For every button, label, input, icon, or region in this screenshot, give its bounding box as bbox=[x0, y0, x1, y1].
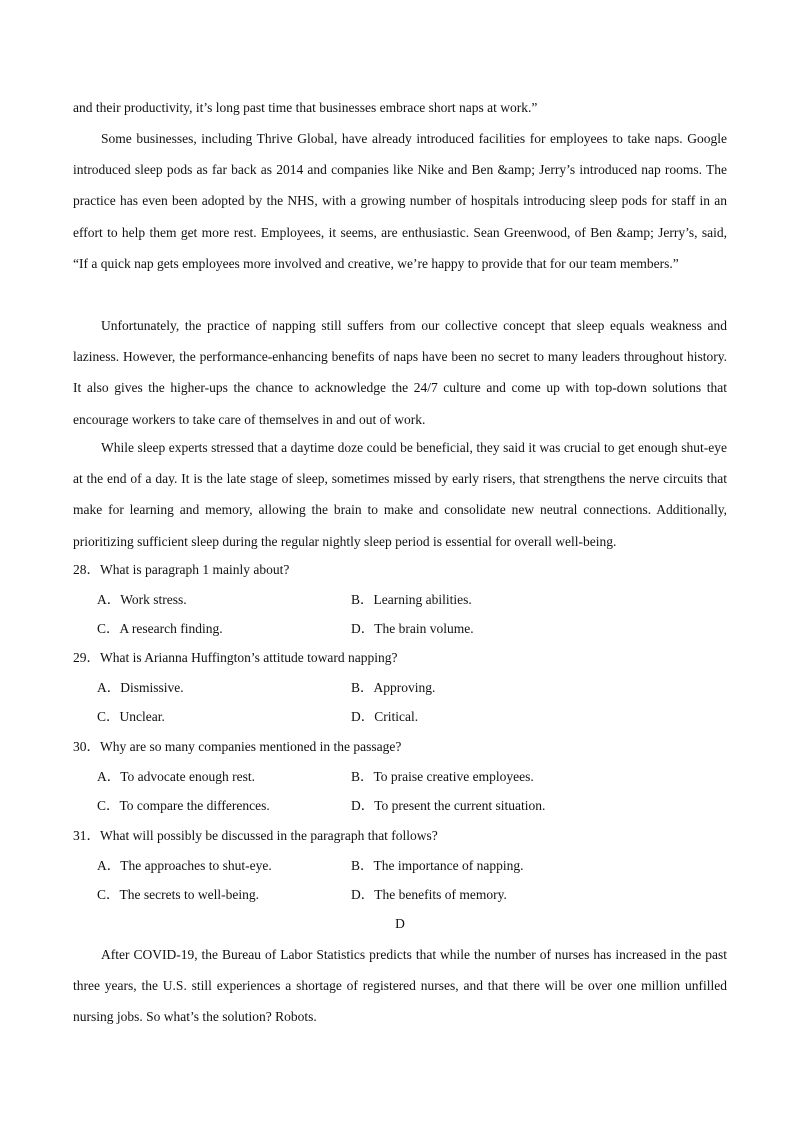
paragraph-continuation: and their productivity, it’s long past time that businesses embrace short naps at work.” bbox=[73, 100, 538, 115]
question-31-option-c[interactable]: C．The secrets to well-being. bbox=[97, 887, 259, 902]
paragraph-section-d: After COVID-19, the Bureau of Labor Statistics predicts that while the number of nurses has increased in the past three years, the U.S. still experiences a shortage of registered nurses, and that there will be over one million unfilled nursing jobs. So what’s the solution? Robots. bbox=[73, 947, 727, 1025]
question-31-option-b[interactable]: B．The importance of napping. bbox=[351, 858, 524, 873]
question-28-option-c[interactable]: C．A research finding. bbox=[97, 621, 223, 636]
question-30-option-d[interactable]: D．To present the current situation. bbox=[351, 798, 546, 813]
question-28-option-d[interactable]: D．The brain volume. bbox=[351, 621, 474, 636]
question-29: 29．What is Arianna Huffington’s attitude toward napping? bbox=[73, 650, 398, 665]
question-29-option-a[interactable]: A．Dismissive. bbox=[97, 680, 184, 695]
question-29-option-c[interactable]: C．Unclear. bbox=[97, 709, 165, 724]
question-30-option-c[interactable]: C．To compare the differences. bbox=[97, 798, 270, 813]
question-31: 31．What will possibly be discussed in the paragraph that follows? bbox=[73, 828, 438, 843]
paragraph-napping-concept: Unfortunately, the practice of napping still suffers from our collective concept that sleep equals weakness and laziness. However, the performance-enhancing benefits of naps have been no secret to many leaders throughout history. It also gives the higher-ups the chance to acknowledge the 24/7 culture and come up with top-down solutions that encourage workers to take care of themselves in and out of work. bbox=[73, 318, 727, 427]
question-28-option-a[interactable]: A．Work stress. bbox=[97, 592, 187, 607]
question-31-option-d[interactable]: D．The benefits of memory. bbox=[351, 887, 507, 902]
paragraph-sleep-experts: While sleep experts stressed that a daytime doze could be beneficial, they said it was crucial to get enough shut-eye at the end of a day. It is the late stage of sleep, sometimes missed by early risers, that strengthens the nerve circuits that make for learning and memory, allowing the brain to make and consolidate new neutral connections. Additionally, prioritizing sufficient sleep during the regular nightly sleep period is essential for overall well-being. bbox=[73, 440, 727, 549]
question-30-option-b[interactable]: B．To praise creative employees. bbox=[351, 769, 534, 784]
question-28-option-b[interactable]: B．Learning abilities. bbox=[351, 592, 472, 607]
question-30-option-a[interactable]: A．To advocate enough rest. bbox=[97, 769, 256, 784]
question-28: 28．What is paragraph 1 mainly about? bbox=[73, 562, 290, 577]
section-heading-d: D bbox=[395, 916, 405, 931]
question-31-option-a[interactable]: A．The approaches to shut-eye. bbox=[97, 858, 272, 873]
question-29-option-b[interactable]: B．Approving. bbox=[351, 680, 436, 695]
paragraph-businesses-naps: Some businesses, including Thrive Global, have already introduced facilities for employees to take naps. Google introduced sleep pods as far back as 2014 and companies like Nike and Ben &amp; Jerry’s introduced nap rooms. The practice has even been adopted by the NHS, with a growing number of hospitals introducing sleep pods for staff in an effort to help them get more rest. Employees, it seems, are enthusiastic. Sean Greenwood, of Ben &amp; Jerry’s, said, “If a quick nap gets employees more involved and creative, we’re happy to provide that for our team members.” bbox=[73, 131, 727, 271]
question-29-option-d[interactable]: D．Critical. bbox=[351, 709, 419, 724]
question-30: 30．Why are so many companies mentioned in the passage? bbox=[73, 739, 402, 754]
